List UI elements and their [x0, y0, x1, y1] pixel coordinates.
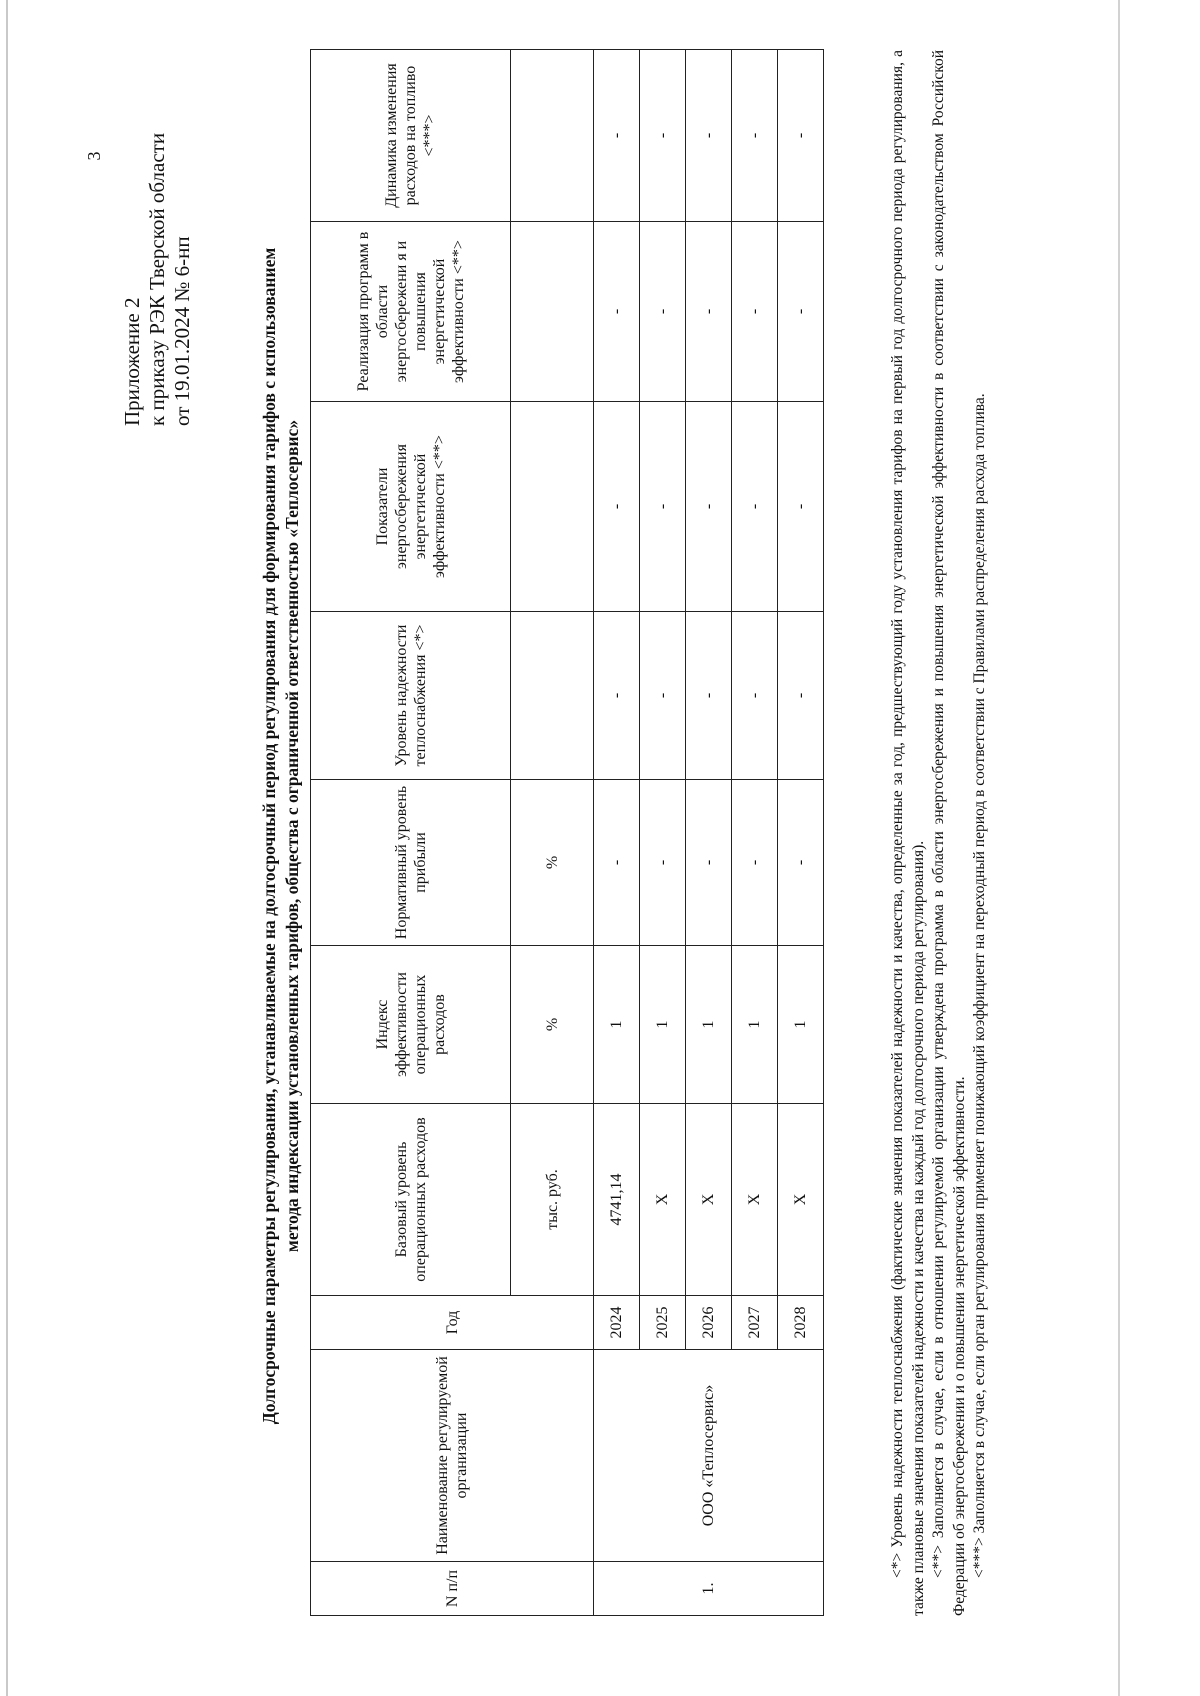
unit-eff-index: % — [511, 946, 594, 1104]
unit-fuel — [511, 50, 594, 222]
cell-reliability: - — [778, 612, 824, 780]
cell-year: 2026 — [686, 1296, 732, 1350]
cell-fuel: - — [594, 50, 640, 222]
header-fuel: Динамика изменения расходов на топливо <***> — [311, 50, 511, 222]
header-eff-index: Индекс эффективности операционных расходов — [311, 946, 511, 1104]
header-energy-indicators: Показатели энергосбережения энергетической эффективности <**> — [311, 402, 511, 612]
page-number: 3 — [84, 151, 104, 161]
footnote-1: <*> Уровень надежности теплоснабжения (фактические значения показателей надежности и качества, определенные за год, предшествующий году установления тарифов на первый год долгосрочного периода регулирования, а также плановые значения показателей надежности и качества на каждый год долгосрочного периода регулирования). — [889, 50, 927, 1616]
cell-reliability: - — [732, 612, 778, 780]
appendix-line-3: от 19.01.2024 № 6-нп — [170, 236, 194, 426]
cell-profit: - — [778, 780, 824, 946]
cell-programs: - — [686, 222, 732, 402]
cell-base-costs: X — [640, 1104, 686, 1296]
appendix-block — [120, 133, 195, 426]
unit-programs — [511, 222, 594, 402]
cell-org: ООО «Теплосервис» — [594, 1350, 824, 1562]
cell-fuel: - — [732, 50, 778, 222]
cell-programs: - — [778, 222, 824, 402]
cell-programs: - — [594, 222, 640, 402]
header-row — [311, 50, 511, 1616]
year-rows — [594, 50, 824, 1616]
unit-base-costs: тыс. руб. — [511, 1104, 594, 1296]
cell-programs: - — [640, 222, 686, 402]
cell-programs: - — [732, 222, 778, 402]
cell-eff-index: 1 — [640, 946, 686, 1104]
footnotes — [888, 50, 991, 1616]
cell-energy-indicators: - — [732, 402, 778, 612]
cell-year: 2028 — [778, 1296, 824, 1350]
unit-energy-indicators — [511, 402, 594, 612]
unit-profit: % — [511, 780, 594, 946]
header-base-costs: Базовый уровень операционных расходов — [311, 1104, 511, 1296]
cell-fuel: - — [778, 50, 824, 222]
parameters-table — [310, 49, 824, 1616]
footnote-2: <**> Заполняется в случае, если в отношении регулируемой организации утверждена программа в области энергосбережения и повышения энергетической эффективности в соответствии с законодательством Российской Федерации об энергосбережении и о повышении энергетической эффективности. — [930, 50, 968, 1616]
header-year: Год — [311, 1296, 594, 1350]
cell-year: 2027 — [732, 1296, 778, 1350]
cell-profit: - — [640, 780, 686, 946]
appendix-line-1: Приложение 2 — [120, 297, 144, 426]
cell-base-costs: 4741,14 — [594, 1104, 640, 1296]
cell-profit: - — [732, 780, 778, 946]
cell-reliability: - — [594, 612, 640, 780]
unit-reliability — [511, 612, 594, 780]
cell-profit: - — [686, 780, 732, 946]
header-programs: Реализация программ в области энергосбережени я и повышения энергетической эффективности <**> — [311, 222, 511, 402]
cell-energy-indicators: - — [594, 402, 640, 612]
cell-eff-index: 1 — [732, 946, 778, 1104]
header-num: N п/п — [311, 1562, 594, 1616]
cell-eff-index: 1 — [686, 946, 732, 1104]
cell-profit: - — [594, 780, 640, 946]
cell-base-costs: X — [778, 1104, 824, 1296]
cell-energy-indicators: - — [778, 402, 824, 612]
title-line-1: Долгосрочные параметры регулирования, устанавливаемые на долгосрочный период регулирования для формирования тарифов с использованием — [259, 247, 279, 1425]
cell-energy-indicators: - — [640, 402, 686, 612]
title-line-2: метода индексации установленных тарифов, общества с ограниченной ответственностью «Теплосервис» — [282, 419, 302, 1253]
cell-base-costs: X — [686, 1104, 732, 1296]
header-profit: Нормативный уровень прибыли — [311, 780, 511, 946]
document-title — [258, 56, 304, 1616]
footnote-3: <***> Заполняется в случае, если орган регулирования применяет понижающий коэффициент на переходный период в соответствии с Правилами распределения расхода топлива. — [971, 393, 988, 1578]
cell-eff-index: 1 — [778, 946, 824, 1104]
cell-fuel: - — [686, 50, 732, 222]
cell-eff-index: 1 — [594, 946, 640, 1104]
header-reliability: Уровень надежности теплоснабжения <*> — [311, 612, 511, 780]
cell-reliability: - — [686, 612, 732, 780]
appendix-line-2: к приказу РЭК Тверской области — [145, 132, 169, 426]
cell-reliability: - — [640, 612, 686, 780]
table-row — [594, 50, 640, 1616]
cell-base-costs: X — [732, 1104, 778, 1296]
cell-fuel: - — [640, 50, 686, 222]
cell-year: 2025 — [640, 1296, 686, 1350]
cell-year: 2024 — [594, 1296, 640, 1350]
cell-num: 1. — [594, 1562, 824, 1616]
header-org: Наименование регулируемой организации — [311, 1350, 594, 1562]
cell-energy-indicators: - — [686, 402, 732, 612]
